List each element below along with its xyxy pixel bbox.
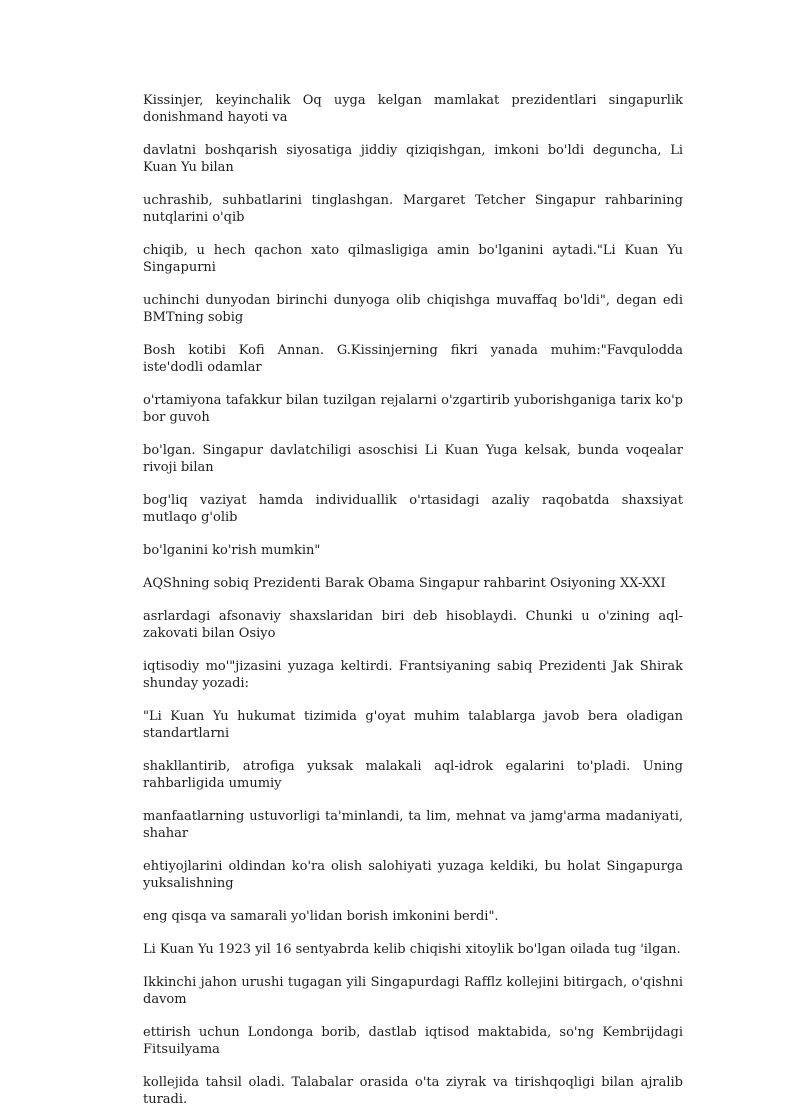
text-line: uchinchi dunyodan birinchi dunyoga olib chiqishga muvaffaq bo'ldi", degan edi BMTning sobig xyxy=(143,293,683,325)
text-line: bo'lganini ko'rish mumkin" xyxy=(143,543,321,558)
text-line: "Li Kuan Yu hukumat tizimida g'oyat muhim talablarga javob bera oladigan standartlarni xyxy=(143,709,683,741)
text-line: AQShning sobiq Prezidenti Barak Obama Singapur rahbarint Osiyoning XX-XXI xyxy=(143,576,666,591)
text-line: Ikkinchi jahon urushi tugagan yili Singapurdagi Rafflz kollejini bitirgach, o'qishni davom xyxy=(143,975,683,1007)
text-line: o'rtamiyona tafakkur bilan tuzilgan rejalarni o'zgartirib yuborishganiga tarix ko'p bor guvoh xyxy=(143,393,683,425)
text-line: Li Kuan Yu 1923 yil 16 sentyabrda kelib chiqishi xitoylik bo'lgan oilada tug 'ilgan. xyxy=(143,942,681,957)
text-line: kollejida tahsil oladi. Talabalar orasida o'ta ziyrak va tirishqoqligi bilan ajralib turadi. xyxy=(143,1075,683,1107)
text-line: shakllantirib, atrofiga yuksak malakali aql-idrok egalarini to'pladi. Uning rahbarligida umumiy xyxy=(143,759,683,791)
text-line: ehtiyojlarini oldindan ko'ra olish salohiyati yuzaga keldiki, bu holat Singapurga yuksalishning xyxy=(143,859,683,891)
text-line: eng qisqa va samarali yo'lidan borish imkonini berdi". xyxy=(143,909,499,924)
text-line: asrlardagi afsonaviy shaxslaridan biri deb hisoblaydi. Chunki u o'zining aql-zakovati bilan Osiyo xyxy=(143,609,683,641)
text-line: Kissinjer, keyinchalik Oq uyga kelgan mamlakat prezidentlari singapurlik donishmand hayoti va xyxy=(143,93,683,125)
text-line: bog'liq vaziyat hamda individuallik o'rtasidagi azaliy raqobatda shaxsiyat mutlaqo g'olib xyxy=(143,493,683,525)
text-line: davlatni boshqarish siyosatiga jiddiy qiziqishgan, imkoni bo'ldi deguncha, Li Kuan Yu bilan xyxy=(143,143,683,175)
text-line: uchrashib, suhbatlarini tinglashgan. Margaret Tetcher Singapur rahbarining nutqlarini o'qib xyxy=(143,193,683,225)
text-line: Bosh kotibi Kofi Annan. G.Kissinjerning fikri yanada muhim:"Favqulodda iste'dodli odamlar xyxy=(143,343,683,375)
text-line: manfaatlarning ustuvorligi ta'minlandi, ta lim, mehnat va jamg'arma madaniyati, shahar xyxy=(143,809,683,841)
text-line: ettirish uchun Londonga borib, dastlab iqtisod maktabida, so'ng Kembrijdagi Fitsuilyama xyxy=(143,1025,683,1057)
text-line: bo'lgan. Singapur davlatchiligi asoschisi Li Kuan Yuga kelsak, bunda voqealar rivoji bilan xyxy=(143,443,683,475)
body-text xyxy=(143,92,683,1108)
text-line: iqtisodiy mo'"jizasini yuzaga keltirdi. Frantsiyaning sabiq Prezidenti Jak Shirak shunday yozadi: xyxy=(143,659,683,691)
text-line: chiqib, u hech qachon xato qilmasligiga amin bo'lganini aytadi."Li Kuan Yu Singapurni xyxy=(143,243,683,275)
